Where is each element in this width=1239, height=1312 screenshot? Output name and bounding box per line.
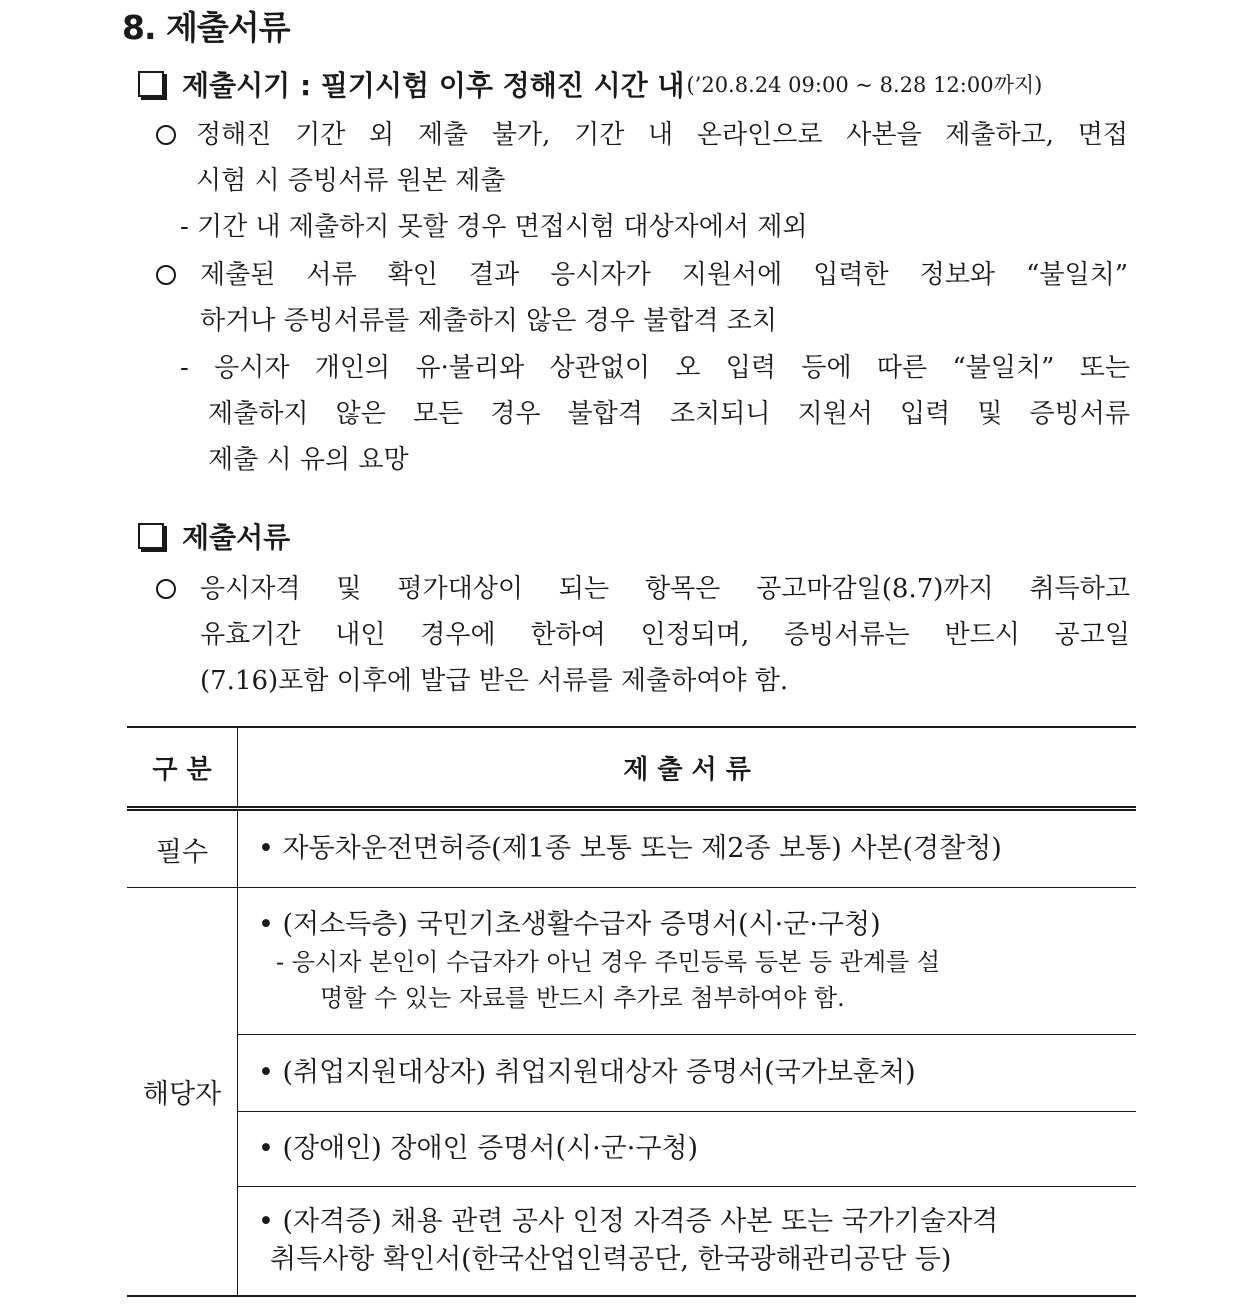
note-line: - 응시자 본인이 수급자가 아닌 경우 주민등록 등본 등 관계를 설: [276, 948, 940, 976]
table-row: [127, 809, 1136, 888]
section-title: 제출서류: [182, 521, 291, 554]
header-category: 구 분: [127, 727, 238, 809]
license-doc: • (자격증) 채용 관련 공사 인정 자격증 사본 또는 국가기술자격: [258, 1206, 999, 1237]
section-documents: [138, 516, 290, 556]
circle-bullet-icon: [156, 125, 176, 145]
header-documents: 제 출 서 류: [238, 727, 1137, 809]
table-row: [127, 1187, 1136, 1297]
low-income-note: [258, 944, 1124, 1016]
table-header-row: [127, 727, 1136, 809]
category-applicable: 해당자: [127, 888, 238, 1297]
dash-text: 제출 시 유의 요망: [208, 445, 409, 475]
bullet-text: 정해진 기간 외 제출 불가, 기간 내 온라인으로 사본을 제출하고, 면접: [196, 120, 1128, 150]
circle-bullet-icon: [156, 579, 176, 599]
bullet-text: 응시자격 및 평가대상이 되는 항목은 공고마감일(8.7)까지 취득하고: [200, 574, 1130, 604]
section-title: 제출시기 : 필기시험 이후 정해진 시간 내: [182, 69, 685, 102]
license-doc-cont: 취득사항 확인서(한국산업인력공단, 한국광해관리공단 등): [270, 1244, 952, 1275]
circle-bullet-icon: [156, 265, 176, 285]
documents-table: [127, 726, 1136, 1297]
dash-text: - 응시자 개인의 유·불리와 상관없이 오 입력 등에 따른 “불일치” 또는: [180, 353, 1130, 383]
table-row: [127, 1112, 1136, 1187]
category-required: 필수: [127, 809, 238, 888]
page-heading: 8. 제출서류: [122, 8, 290, 47]
bullet-text: 하거나 증빙서류를 제출하지 않은 경우 불합격 조치: [200, 306, 778, 336]
submission-period: (’20.8.24 09:00 ~ 8.28 12:00까지): [686, 73, 1043, 97]
note-line: 명할 수 있는 자료를 반드시 추가로 첨부하여야 함.: [320, 984, 845, 1012]
table-row: [127, 888, 1136, 1035]
dash-text: - 기간 내 제출하지 못할 경우 면접시험 대상자에서 제외: [180, 212, 808, 242]
section-submission-period: [138, 64, 1042, 104]
disabled-doc: • (장애인) 장애인 증명서(시·군·구청): [238, 1112, 1137, 1187]
employment-doc: • (취업지원대상자) 취업지원대상자 증명서(국가보훈처): [238, 1035, 1137, 1112]
low-income-doc: • (저소득층) 국민기초생활수급자 증명서(시·군·구청): [258, 909, 881, 940]
required-doc: • 자동차운전면허증(제1종 보통 또는 제2종 보통) 사본(경찰청): [238, 809, 1137, 888]
table-row: [127, 1035, 1136, 1112]
bullet-text: 제출된 서류 확인 결과 응시자가 지원서에 입력한 정보와 “불일치”: [200, 260, 1128, 290]
bullet-text: 시험 시 증빙서류 원본 제출: [196, 166, 506, 196]
dash-text: 제출하지 않은 모든 경우 불합격 조치되니 지원서 입력 및 증빙서류: [208, 399, 1130, 429]
bullet-text: (7.16)포함 이후에 발급 받은 서류를 제출하여야 함.: [200, 666, 789, 696]
checkbox-square-icon: [138, 523, 164, 549]
license-cell: [238, 1187, 1137, 1297]
low-income-cell: [238, 888, 1137, 1035]
bullet-text: 유효기간 내인 경우에 한하여 인정되며, 증빙서류는 반드시 공고일: [200, 620, 1130, 650]
checkbox-square-icon: [138, 71, 164, 97]
